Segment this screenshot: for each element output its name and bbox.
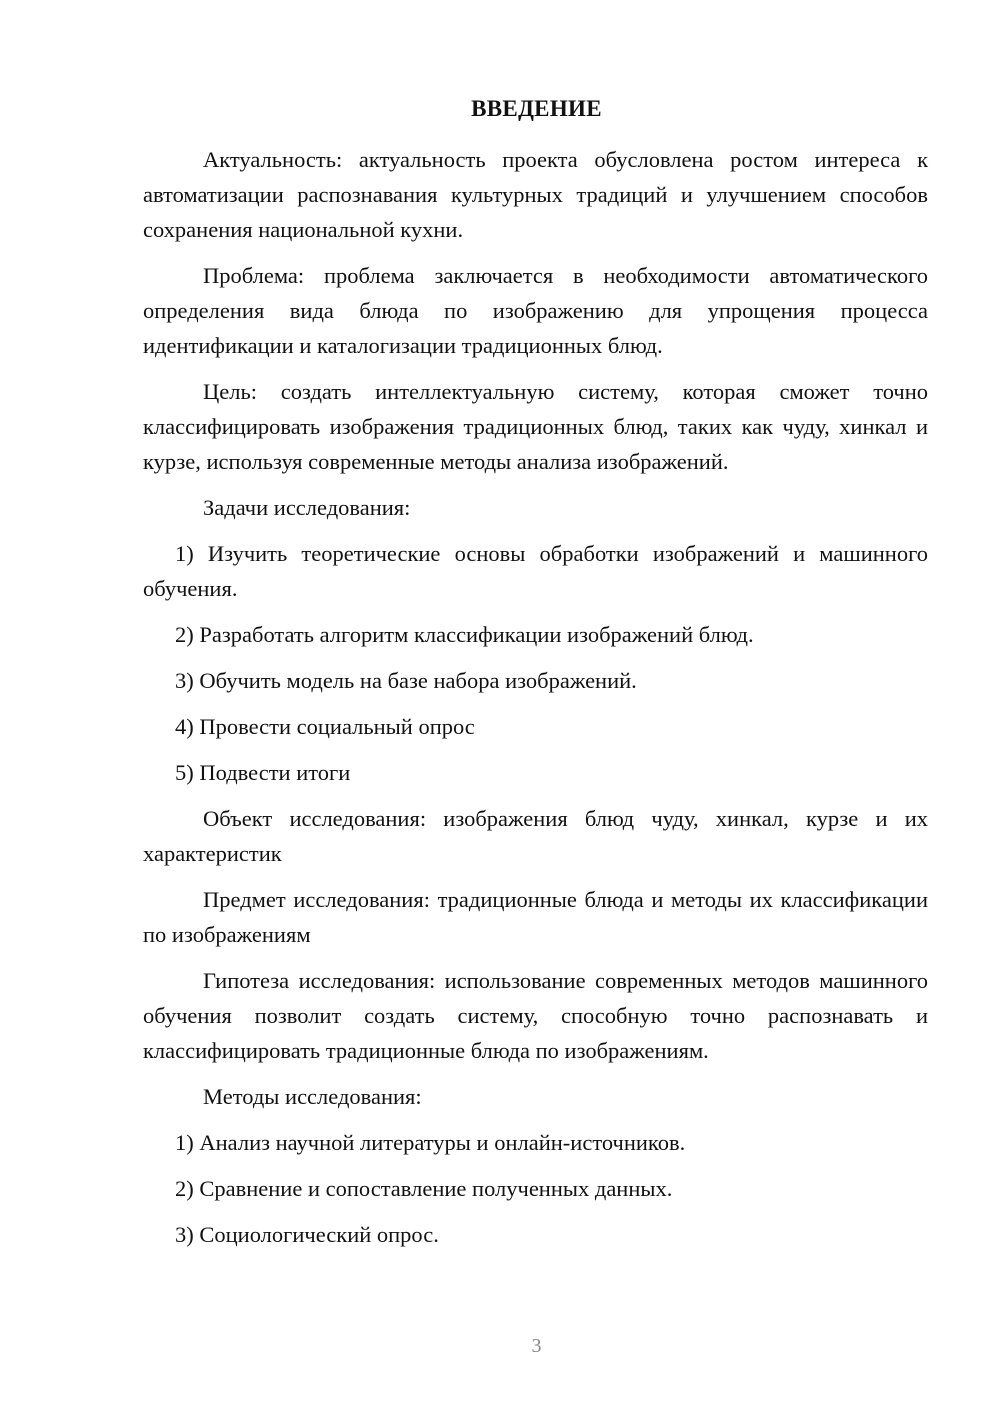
problem-paragraph: Проблема: проблема заключается в необходимости автоматического определения вида блюда по изображению для упрощения процесса идентификации и каталогизации традиционных блюд.: [143, 263, 928, 358]
hypothesis-paragraph: Гипотеза исследования: использование современных методов машинного обучения позволит создать систему, способную точно распознавать и классифицировать традиционные блюда по изображениям.: [143, 968, 928, 1063]
task-item-4: 4) Провести социальный опрос: [175, 714, 475, 739]
goal-paragraph: Цель: создать интеллектуальную систему, которая сможет точно классифицировать изображения традиционных блюд, таких как чуду, хинкал и курзе, используя современные методы анализа изображений.: [143, 379, 928, 474]
method-item-1: 1) Анализ научной литературы и онлайн-источников.: [175, 1130, 686, 1155]
method-item-3: 3) Социологический опрос.: [175, 1222, 439, 1247]
object-paragraph: Объект исследования: изображения блюд чуду, хинкал, курзе и их характеристик: [143, 806, 928, 866]
task-item-1: 1) Изучить теоретические основы обработки изображений и машинного обучения.: [143, 541, 928, 601]
section-title: ВВЕДЕНИЕ: [471, 96, 602, 121]
task-item-5: 5) Подвести итоги: [175, 760, 351, 785]
page-number: 3: [531, 1335, 542, 1357]
task-item-3: 3) Обучить модель на базе набора изображений.: [175, 668, 637, 693]
task-item-2: 2) Разработать алгоритм классификации изображений блюд.: [175, 622, 754, 647]
document-body: [143, 142, 928, 1263]
relevance-paragraph: Актуальность: актуальность проекта обусловлена ростом интереса к автоматизации распознавания культурных традиций и улучшением способов сохранения национальной кухни.: [143, 147, 928, 242]
method-item-2: 2) Сравнение и сопоставление полученных данных.: [175, 1176, 673, 1201]
methods-heading: Методы исследования:: [203, 1084, 422, 1109]
subject-paragraph: Предмет исследования: традиционные блюда и методы их классификации по изображениям: [143, 887, 928, 947]
tasks-heading: Задачи исследования:: [203, 495, 411, 520]
